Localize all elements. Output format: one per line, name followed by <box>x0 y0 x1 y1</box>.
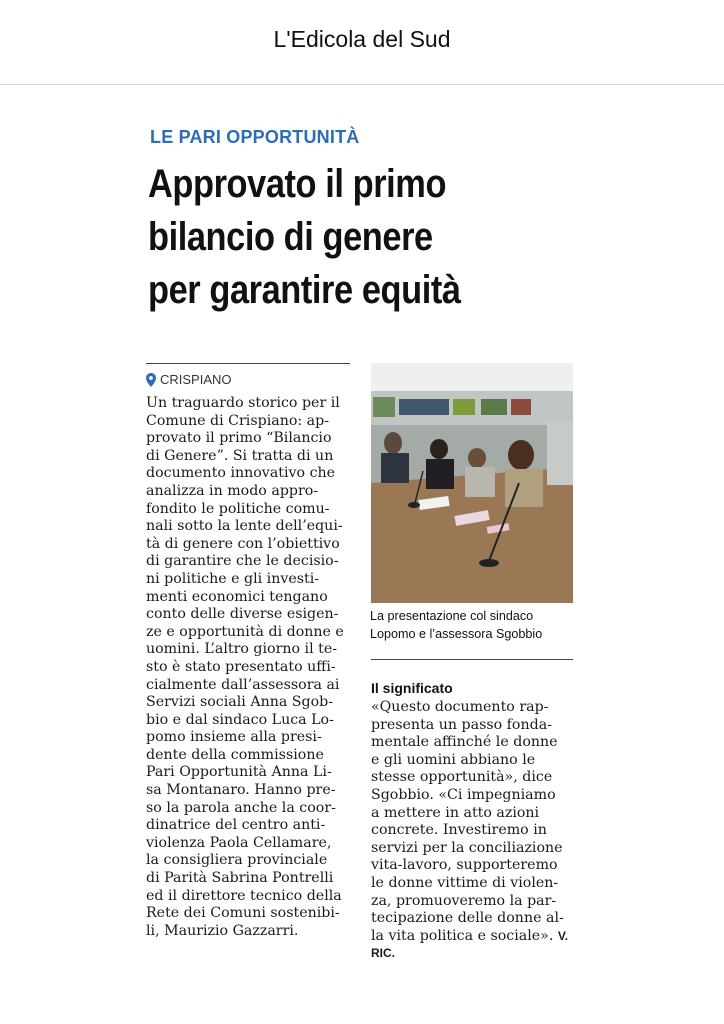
article-body-right <box>371 699 577 963</box>
body-line: la vita politica e sociale». <box>371 927 554 944</box>
body-line: e gli uomini abbiano le <box>371 751 536 768</box>
body-line: Rete dei Comuni sostenibi- <box>146 905 340 922</box>
body-line: la consigliera provinciale <box>146 852 328 869</box>
map-pin-icon <box>146 373 156 387</box>
body-line: li, Maurizio Gazzarri. <box>146 922 299 939</box>
body-line: nali sotto la lente dell’equi- <box>146 518 343 535</box>
body-line: stesse opportunità», dice <box>371 769 553 786</box>
body-line: ed il direttore tecnico della <box>146 887 342 904</box>
body-line: provato il primo “Bilancio <box>146 430 332 447</box>
byline-initial: V. <box>557 928 569 943</box>
body-line: mentale affinché le donne <box>371 734 558 751</box>
body-line: sto è stato presentato uffi- <box>146 658 336 675</box>
article-subhead: Il significato <box>371 680 453 696</box>
body-line: pomo insieme alla presi- <box>146 729 322 746</box>
body-line: documento innovativo che <box>146 465 336 482</box>
caption-line: Lopomo e l’assessora Sgobbio <box>370 627 543 641</box>
body-line: presenta un passo fonda- <box>371 716 552 733</box>
body-line: Sgobbio. «Ci impegniamo <box>371 786 556 803</box>
body-line: le donne vittime di violen- <box>371 874 559 891</box>
body-line: analizza in modo appro- <box>146 482 319 499</box>
dateline-location: CRISPIANO <box>160 372 232 387</box>
article-kicker: LE PARI OPPORTUNITÀ <box>150 127 360 147</box>
body-line: Pari Opportunità Anna Li- <box>146 764 332 781</box>
body-line: dente della commissione <box>146 746 324 763</box>
body-line: «Questo documento rap- <box>371 699 549 715</box>
headline-line: bilancio di genere <box>148 215 433 259</box>
body-line: dinatrice del centro anti- <box>146 817 326 834</box>
body-line: sa Montanaro. Hanno pre- <box>146 782 336 799</box>
dateline <box>146 372 232 387</box>
body-line: di Genere”. Si tratta di un <box>146 447 334 464</box>
body-line: ni politiche e gli investi- <box>146 570 320 587</box>
body-line: bio e dal sindaco Luca Lo- <box>146 711 334 728</box>
article-photo <box>371 363 573 603</box>
body-line: vita-lavoro, supporteremo <box>371 857 558 874</box>
body-line: tà di genere con l’obiettivo <box>146 535 340 552</box>
body-line: conto delle diverse esigen- <box>146 606 339 623</box>
byline-surname: RIC. <box>371 946 395 961</box>
body-line: servizi per la conciliazione <box>371 839 563 856</box>
article-headline <box>148 158 552 317</box>
body-line: Un traguardo storico per il <box>146 395 340 411</box>
body-line: tecipazione delle donne al- <box>371 910 564 927</box>
body-line: di garantire che le decisio- <box>146 553 339 570</box>
body-line: ze e opportunità di donne e <box>146 623 344 640</box>
photo-caption <box>370 607 576 643</box>
body-line: menti economici tengano <box>146 588 328 605</box>
body-line: di Parità Sabrina Pontrelli <box>146 870 334 887</box>
top-bar <box>0 0 724 85</box>
column-divider <box>146 363 350 364</box>
body-line: fondito le politiche comu- <box>146 500 330 517</box>
body-line: Servizi sociali Anna Sgob- <box>146 694 334 711</box>
body-line: so la parola anche la coor- <box>146 799 336 816</box>
body-line: violenza Paola Cellamare, <box>146 834 332 851</box>
article-body-left <box>146 395 352 940</box>
headline-line: Approvato il primo <box>148 162 447 206</box>
body-line: cialmente dall’assessora ai <box>146 676 340 693</box>
headline-line: per garantire equità <box>148 268 461 312</box>
body-line: uomini. L’altro giorno il te- <box>146 641 338 658</box>
body-line: concrete. Investiremo in <box>371 822 547 839</box>
caption-line: La presentazione col sindaco <box>370 609 534 623</box>
body-line: Comune di Crispiano: ap- <box>146 412 329 429</box>
section-divider <box>371 659 573 660</box>
body-line: a mettere in atto azioni <box>371 804 540 821</box>
site-title: L'Edicola del Sud <box>273 26 451 52</box>
body-line: za, promuoveremo la par- <box>371 892 557 909</box>
